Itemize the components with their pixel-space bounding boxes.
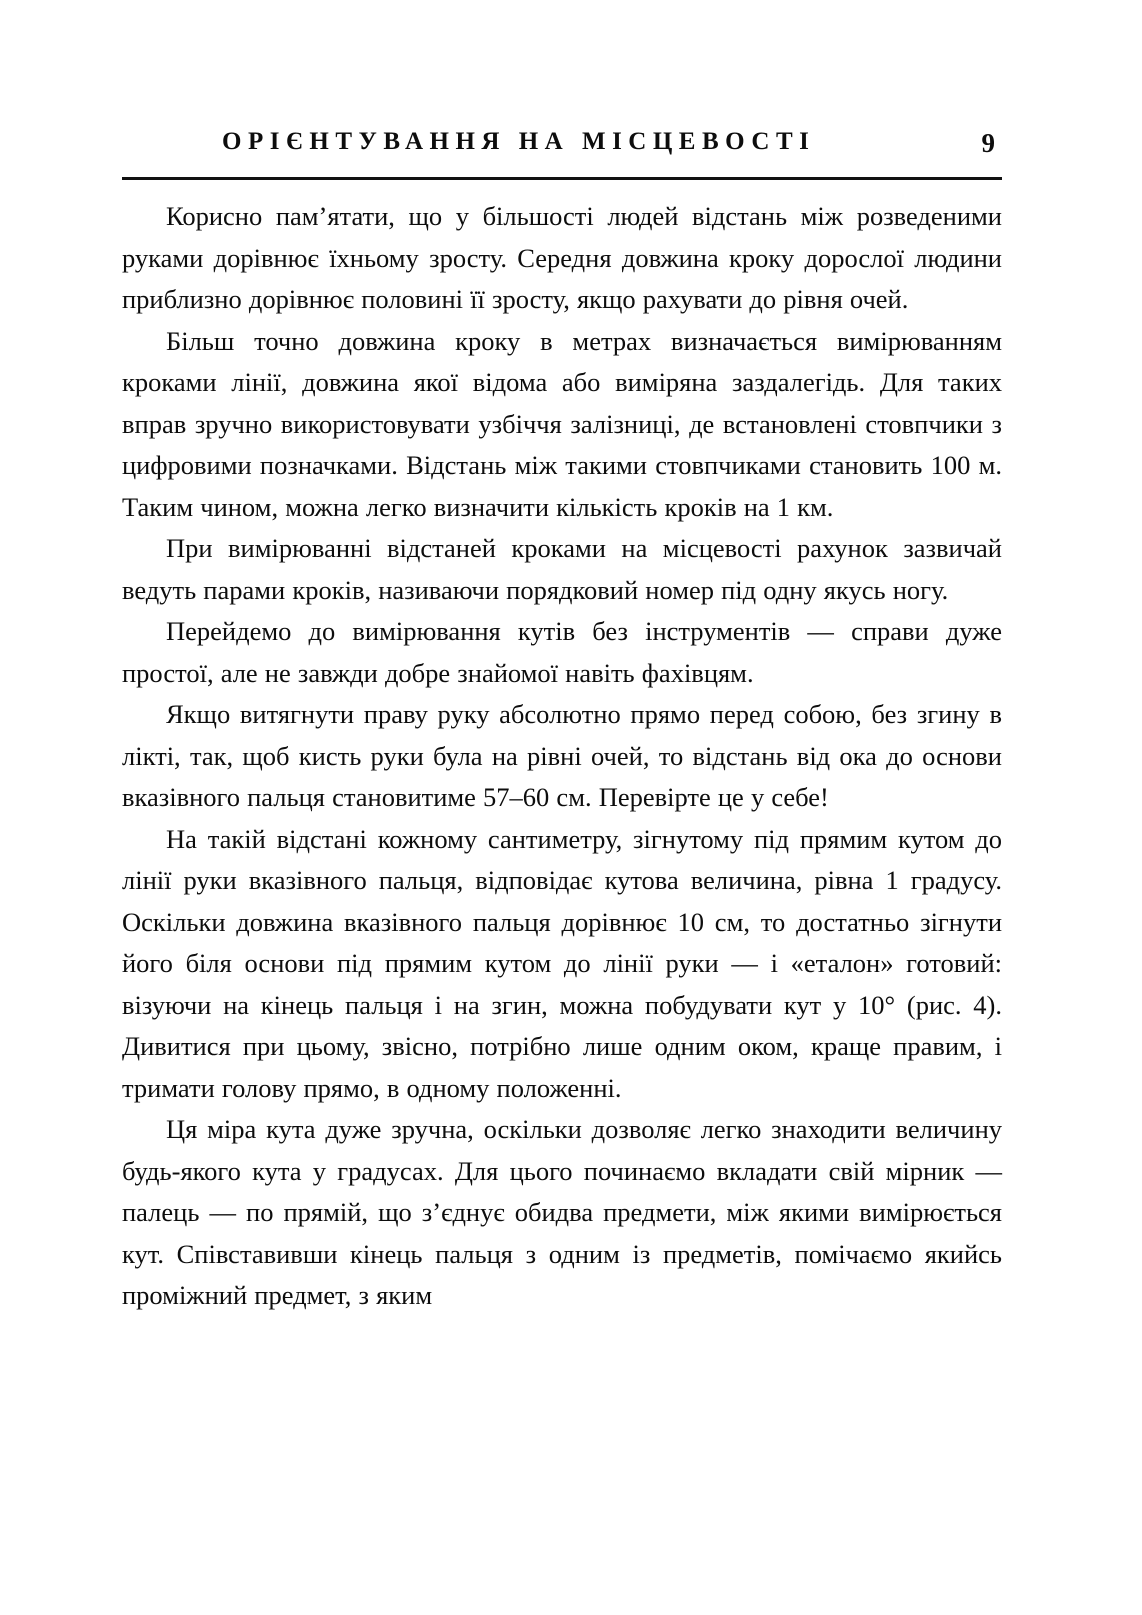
paragraph: Перейдемо до вимірювання кутів без інструментів — справи дуже простої, але не завжди добре знайомої навіть фахівцям. <box>122 616 1002 688</box>
page-number: 9 <box>981 128 995 158</box>
paragraph: Якщо витягнути праву руку абсолютно прямо перед собою, без згину в лікті, так, щоб кисть руки була на рівні очей, то відстань від ока до основи вказівного пальця становитиме 57–60 см. Перевірте це у себе! <box>122 699 1002 812</box>
paragraph: На такій відстані кожному сантиметру, зігнутому під прямим кутом до лінії руки вказівного пальця, відповідає кутова величина, рівна 1 градусу. Оскільки довжина вказівного пальця дорівнює 10 см, то достатньо зігнути його біля основи під прямим кутом до лінії руки — і «еталон» готовий: візуючи на кінець пальця і на згин, можна побудувати кут у 10° (рис. 4). Дивитися при цьому, звісно, потрібно лише одним оком, краще правим, і тримати голову прямо, в одному положенні. <box>122 823 1002 1103</box>
paragraph: При вимірюванні відстаней кроками на місцевості рахунок зазвичай ведуть парами кроків, називаючи порядковий номер під одну якусь ногу. <box>122 533 1002 605</box>
paragraph: Ця міра кута дуже зручна, оскільки дозволяє легко знаходити величину будь-якого кута у градусах. Для цього починаємо вкладати свій мірник — палець — по прямій, що з’єднує обидва предмети, між якими вимірюється кут. Співставивши кінець пальця з одним із предметів, помічаємо якийсь проміжний предмет, з яким <box>122 1114 1002 1310</box>
running-title: ОРІЄНТУВАННЯ НА МІСЦЕВОСТІ <box>222 128 816 155</box>
page-header <box>122 128 1002 180</box>
paragraph: Більш точно довжина кроку в метрах визначається вимірюванням кроками лінії, довжина якої відома або виміряна заздалегідь. Для таких вправ зручно використовувати узбіччя залізниці, де встановлені стовпчики з цифровими позначками. Відстань між такими стовпчиками становить 100 м. Таким чином, можна легко визначити кількість кроків на 1 км. <box>122 325 1002 522</box>
paragraph: Корисно пам’ятати, що у більшості людей відстань між розведеними руками дорівнює їхньому зросту. Середня довжина кроку дорослої людини приблизно дорівнює половині її зросту, якщо рахувати до рівня очей. <box>122 201 1002 314</box>
body-text <box>122 196 1002 1317</box>
